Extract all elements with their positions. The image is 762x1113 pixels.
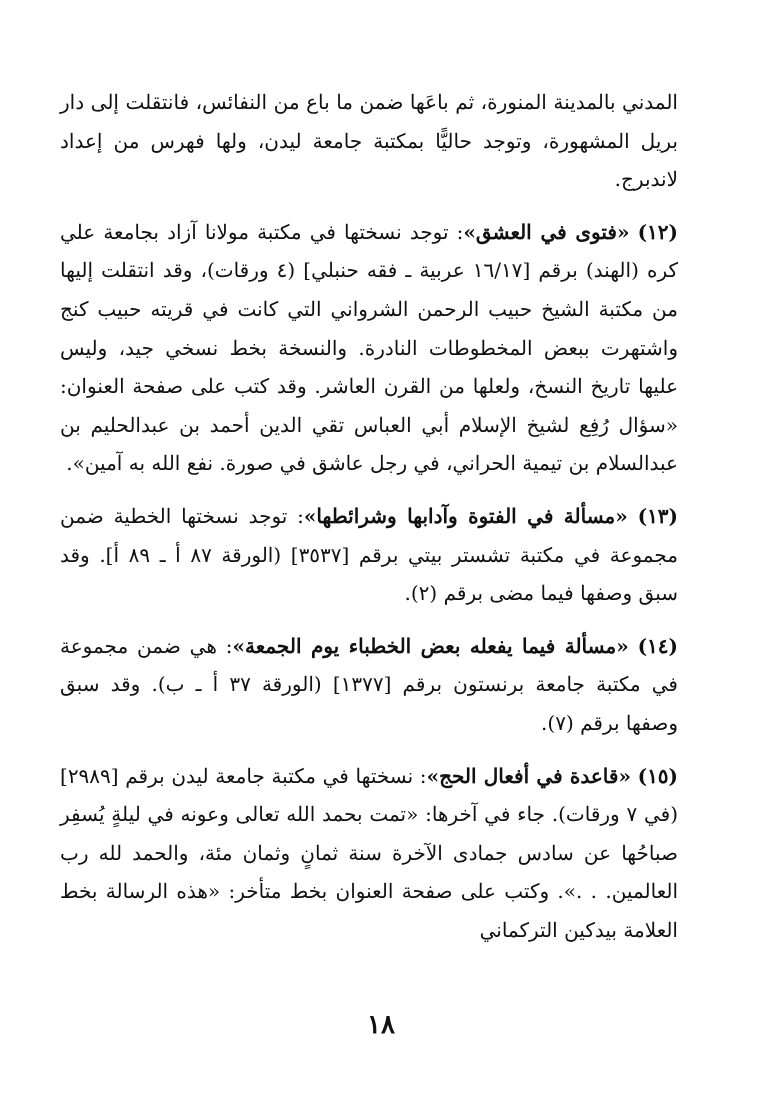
paragraph-item-13 <box>60 497 678 613</box>
paragraph-item-12 <box>60 213 678 483</box>
paragraph-continuation <box>60 83 678 199</box>
item-number: (١٤) <box>637 633 678 658</box>
paragraph-text: المدني بالمدينة المنورة، ثم باعَها ضمن ما باع من النفائس، فانتقلت إلى دار بريل المشهورة، وتوجد حاليًّا بمكتبة جامعة ليدن، ولها فهرس من إعداد لاندبرج. <box>60 90 678 192</box>
item-number: (١٥) <box>637 763 679 788</box>
page-number: ١٨ <box>367 1010 395 1040</box>
item-title: «فتوى في العشق» <box>463 219 630 244</box>
paragraph-text: : هي ضمن مجموعة في مكتبة جامعة برنستون برقم [١٣٧٧] (الورقة ٣٧ أ ـ ب). وقد سبق وصفها برقم (٧). <box>60 633 678 735</box>
item-title: «مسألة فيما يفعله بعض الخطباء يوم الجمعة» <box>232 633 629 658</box>
item-number: (١٢) <box>637 219 678 244</box>
item-title: «مسألة في الفتوة وآدابها وشرائطها» <box>303 503 628 528</box>
item-title: «قاعدة في أفعال الحج» <box>426 763 631 788</box>
paragraph-item-14 <box>60 627 678 743</box>
paragraph-text: : توجد نسختها الخطية ضمن مجموعة في مكتبة تشستر بيتي برقم [٣٥٣٧] (الورقة ٨٧ أ ـ ٨٩ أ]. وقد سبق وصفها فيما مضى برقم (٢). <box>60 503 678 606</box>
paragraph-text: : نسختها في مكتبة جامعة ليدن برقم [٢٩٨٩] (في ٧ ورقات). جاء في آخرها: «تمت بحمد الله تعالى وعونه في ليلةٍ يُسفِر صباحُها عن سادس جمادى الآخرة سنة ثمانٍ وثمان مئة، والحمد لله رب العالمين. . .». وكتب على صفحة العنوان بخط متأخر: «هذه الرسالة بخط العلامة بيدكين التركماني <box>60 763 679 942</box>
item-number: (١٣) <box>637 503 679 528</box>
paragraph-item-15 <box>60 757 678 950</box>
page-body <box>60 83 678 963</box>
paragraph-text: : توجد نسختها في مكتبة مولانا آزاد بجامعة علي كره (الهند) برقم [١٦/١٧ عربية ـ فقه حنبلي] (٤ ورقات)، وقد انتقلت إليها من مكتبة الشيخ حبيب الرحمن الشرواني التي كانت في قريته حبيب كنج واشتهرت ببعض المخطوطات النادرة. والنسخة بخط نسخي جيد، وليس عليها تاريخ النسخ، ولعلها من القرن العاشر. وقد كتب على صفحة العنوان: «سؤال رُفِع لشيخ الإسلام أبي العباس تقي الدين أحمد بن عبدالحليم بن عبدالسلام بن تيمية الحراني، في رجل عاشق في صورة. نفع الله به آمين». <box>60 219 679 476</box>
